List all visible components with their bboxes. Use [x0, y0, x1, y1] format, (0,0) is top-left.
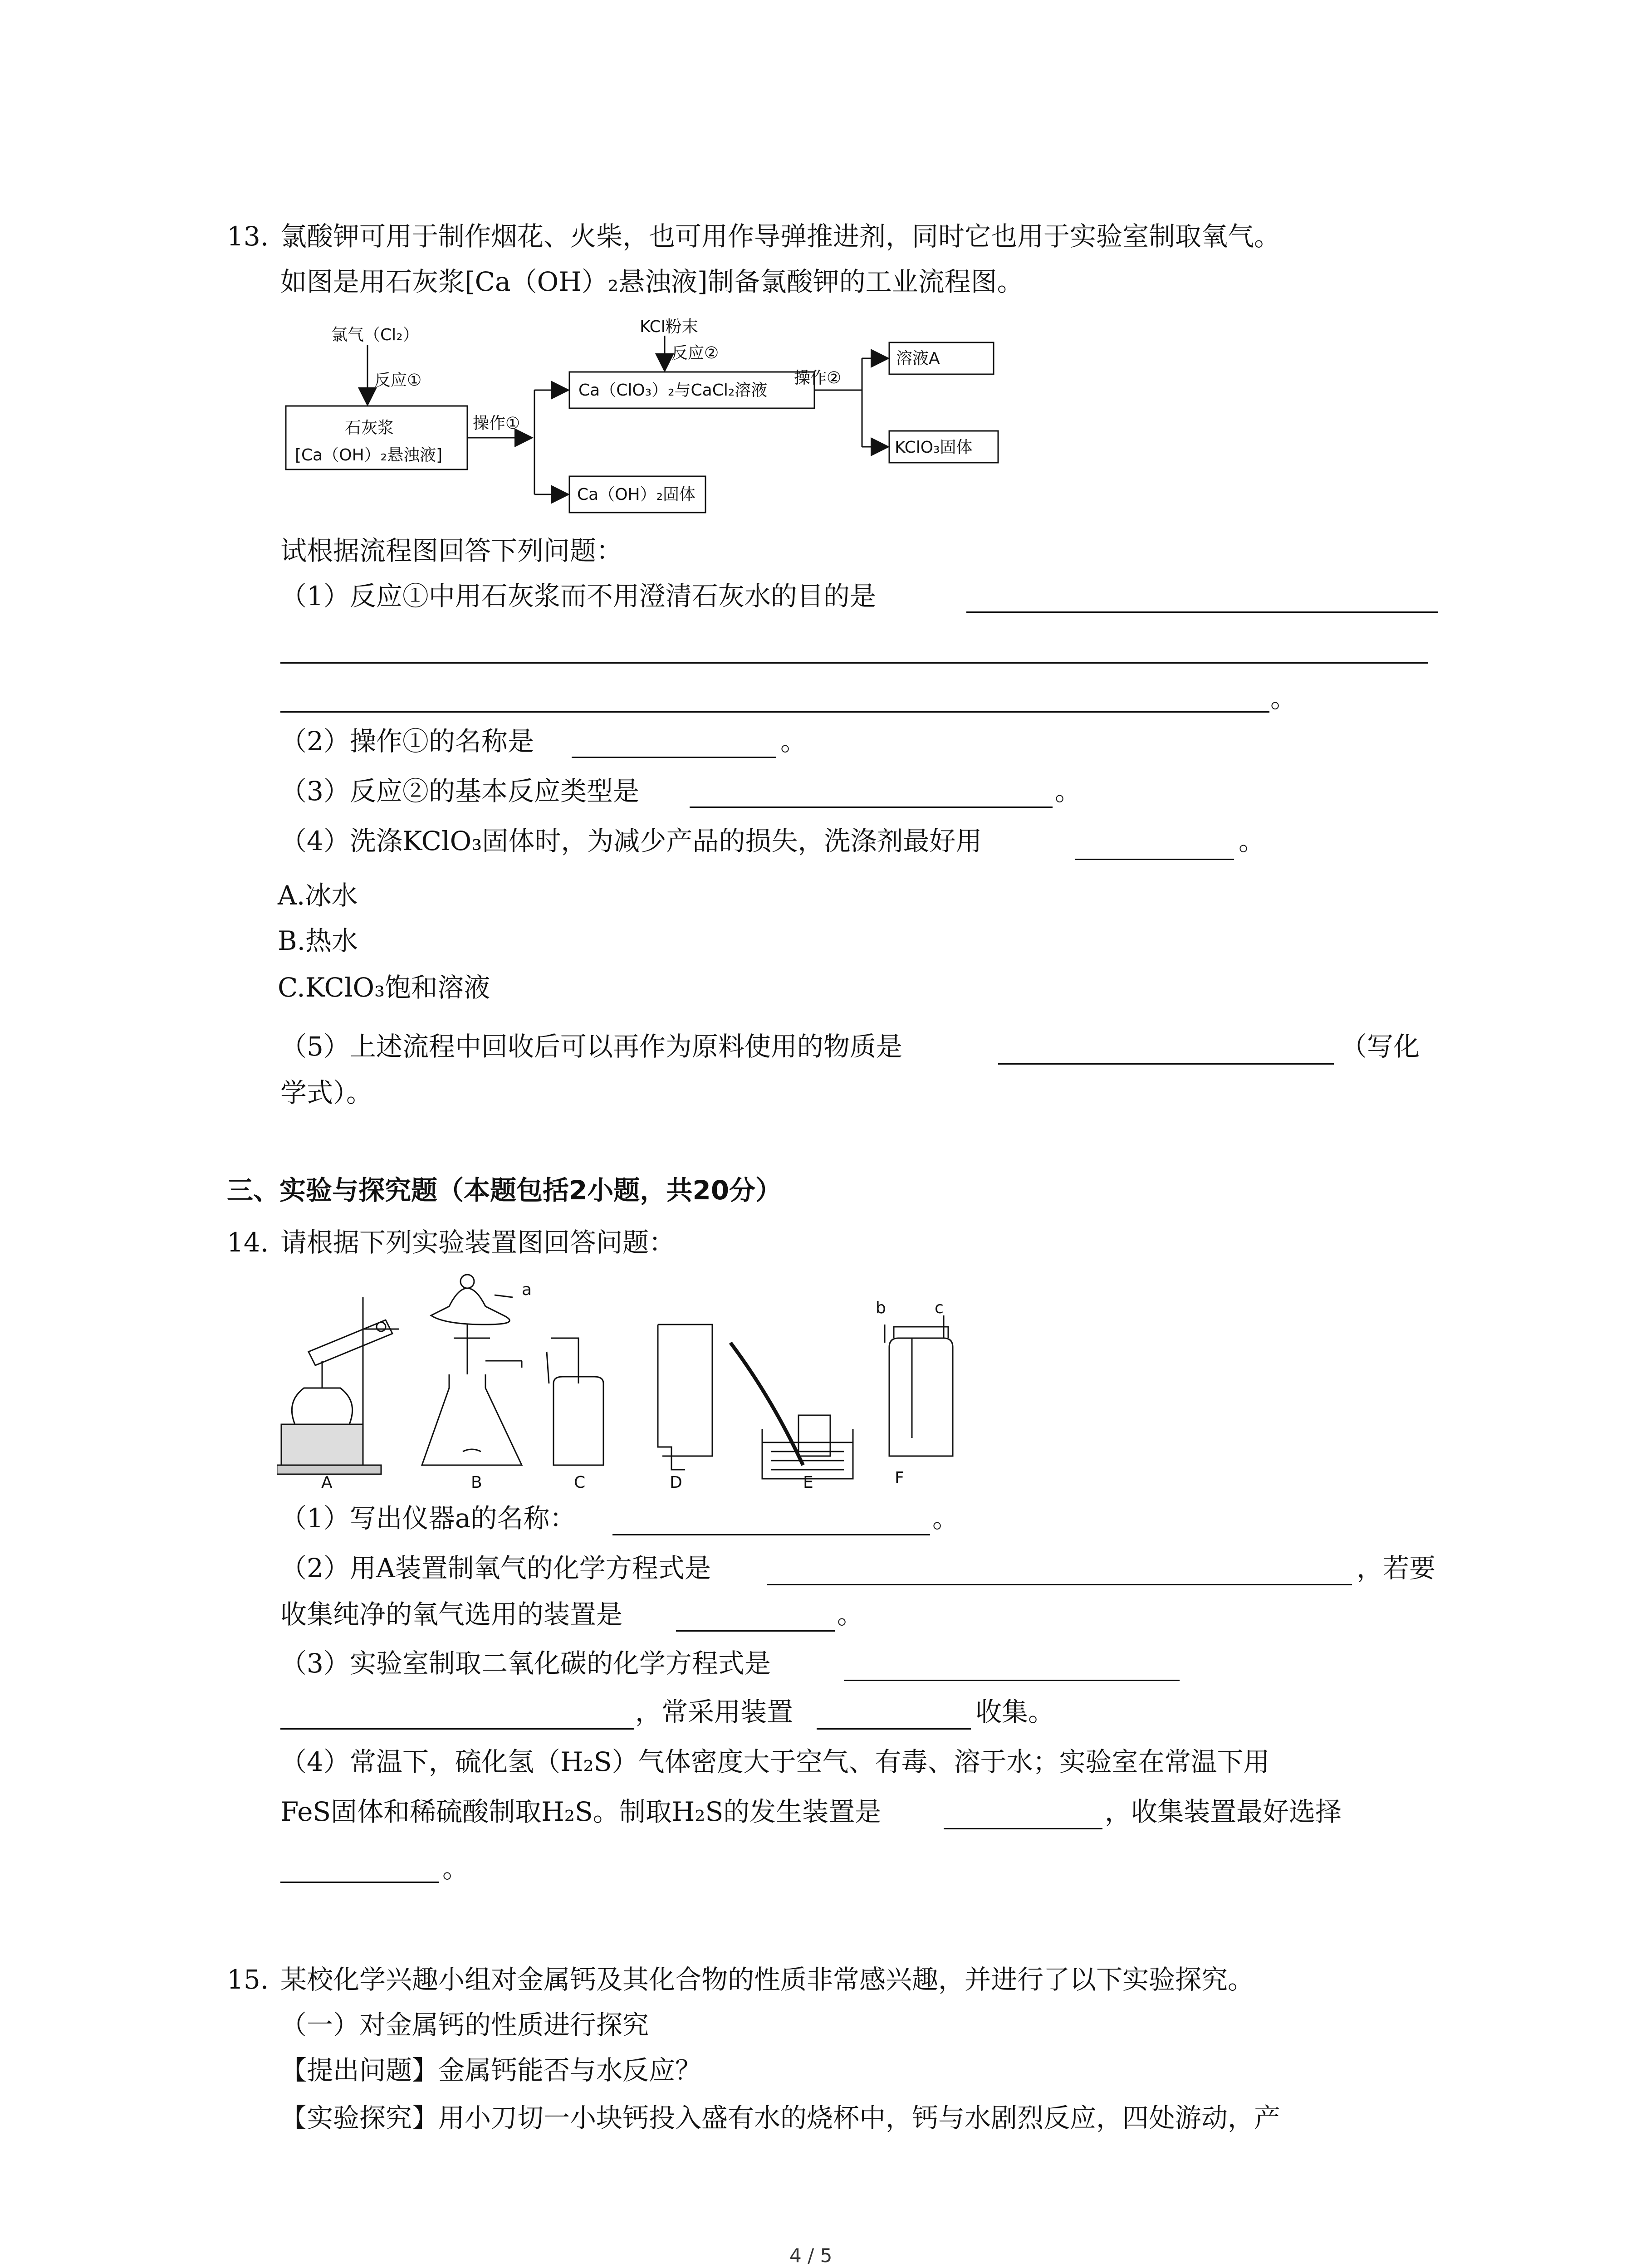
flow-slurry-2: [Ca（OH）₂悬浊液]: [295, 446, 443, 464]
apparatus-label-C: C: [574, 1473, 586, 1492]
q13-sub4-end: 。: [1239, 826, 1265, 856]
q14-sub2-blank-a[interactable]: [767, 1584, 1352, 1585]
flow-mix: Ca（ClO₃）₂与CaCl₂溶液: [578, 381, 768, 400]
flow-reaction2: 反应②: [671, 344, 719, 362]
q15-number: 15.: [227, 1964, 269, 1995]
q13-sub2-end: 。: [780, 726, 807, 757]
q13-sub5: （5）上述流程中回收后可以再作为原料使用的物质是: [280, 1031, 902, 1062]
q14-sub1: （1）写出仪器a的名称：: [280, 1503, 576, 1534]
q14-sub4-blank-a[interactable]: [944, 1828, 1102, 1829]
flow-slurry-1: 石灰浆: [345, 419, 394, 437]
q15-line1: 某校化学兴趣小组对金属钙及其化合物的性质非常感兴趣，并进行了以下实验探究。: [280, 1964, 1254, 1995]
q15-line3: 【提出问题】金属钙能否与水反应？: [280, 2055, 702, 2086]
flow-kclo3: KClO₃固体: [895, 438, 973, 457]
q13-option-c[interactable]: C.KClO₃饱和溶液: [278, 972, 490, 1003]
q14-sub2-blank-b[interactable]: [676, 1630, 835, 1632]
label-c: c: [935, 1299, 944, 1317]
q14-sub3-blank-b[interactable]: [280, 1728, 634, 1730]
q14-sub2-line2: 收集纯净的氧气选用的装置是: [280, 1599, 623, 1630]
q14-number: 14.: [227, 1227, 269, 1258]
flow-solid: Ca（OH）₂固体: [577, 485, 696, 504]
q13-sub5-line2: 学式）。: [280, 1077, 373, 1108]
q14-sub3-mid: ，常采用装置: [635, 1696, 794, 1727]
label-b: b: [876, 1299, 886, 1317]
q13-sub1: （1）反应①中用石灰浆而不用澄清石灰水的目的是: [280, 581, 876, 611]
q13-stem-line1: 氯酸钾可用于制作烟花、火柴，也可用作导弹推进剂，同时它也用于实验室制取氧气。: [280, 221, 1281, 252]
flow-op2: 操作②: [794, 369, 842, 387]
q13-sub1-blank-a[interactable]: [966, 611, 1438, 613]
q14-sub3-blank-a[interactable]: [844, 1680, 1180, 1681]
q14-sub3: （3）实验室制取二氧化碳的化学方程式是: [280, 1648, 771, 1679]
section-heading: 三、实验与探究题（本题包括2小题，共20分）: [227, 1175, 782, 1206]
q13-sub1-blank-c[interactable]: [280, 711, 1269, 713]
flow-op1: 操作①: [473, 414, 520, 433]
q13-sub1-end: 。: [1270, 683, 1297, 714]
q14-sub3-end: 收集。: [975, 1696, 1055, 1727]
q13-option-b[interactable]: B.热水: [278, 925, 358, 956]
q15-line4: 【实验探究】用小刀切一小块钙投入盛有水的烧杯中，钙与水剧烈反应，四处游动，产: [280, 2102, 1281, 2133]
label-a: a: [522, 1281, 532, 1299]
q14-sub4-line1: （4）常温下，硫化氢（H₂S）气体密度大于空气、有毒、溶于水；实验室在常温下用: [280, 1746, 1270, 1777]
q13-intro: 试根据流程图回答下列问题：: [280, 535, 623, 566]
q13-sub4: （4）洗涤KClO₃固体时，为减少产品的损失，洗涤剂最好用: [280, 826, 982, 856]
q14-sub2: （2）用A装置制氧气的化学方程式是: [280, 1553, 711, 1584]
flow-chart: [277, 318, 1025, 526]
apparatus-figure: [277, 1270, 971, 1497]
q13-sub2: （2）操作①的名称是: [280, 726, 534, 757]
q13-sub3-blank[interactable]: [690, 807, 1053, 808]
q14-sub1-end: 。: [932, 1503, 959, 1534]
q14-sub4-blank-b[interactable]: [280, 1882, 439, 1883]
q13-sub4-blank[interactable]: [1075, 859, 1234, 860]
q14-stem: 请根据下列实验装置图回答问题：: [280, 1227, 676, 1258]
q14-sub1-blank[interactable]: [612, 1534, 930, 1535]
q13-sub2-blank[interactable]: [572, 757, 776, 758]
flow-chlorine: 氯气（Cl₂）: [331, 326, 419, 344]
q13-sub3-end: 。: [1055, 776, 1082, 807]
flow-reaction1: 反应①: [374, 371, 422, 390]
q14-sub4-mid: ，收集装置最好选择: [1105, 1796, 1342, 1827]
q14-sub4-end: 。: [442, 1853, 469, 1884]
flow-kcl: KCl粉末: [640, 318, 698, 336]
apparatus-label-D: D: [670, 1473, 682, 1492]
q14-sub4-line2: FeS固体和稀硫酸制取H₂S。制取H₂S的发生装置是: [280, 1796, 882, 1827]
q14-sub3-blank-c[interactable]: [817, 1728, 971, 1730]
q15-line2: （一）对金属钙的性质进行探究: [280, 2009, 649, 2040]
page-number: 4 / 5: [789, 2244, 833, 2267]
apparatus-label-B: B: [471, 1473, 482, 1492]
q13-stem-line2: 如图是用石灰浆[Ca（OH）₂悬浊液]制备氯酸钾的工业流程图。: [280, 266, 1024, 297]
q13-sub5-tail: （写化: [1341, 1031, 1420, 1062]
flow-solution-a: 溶液A: [896, 349, 940, 368]
q14-sub2-end: 。: [837, 1599, 864, 1630]
apparatus-label-F: F: [895, 1469, 904, 1487]
q13-sub5-blank[interactable]: [998, 1063, 1334, 1065]
q13-option-a[interactable]: A.冰水: [278, 880, 358, 911]
q13-number: 13.: [227, 221, 269, 252]
apparatus-label-E: E: [803, 1473, 813, 1492]
apparatus-label-A: A: [321, 1473, 333, 1492]
q13-sub1-blank-b[interactable]: [280, 662, 1428, 664]
q13-sub3: （3）反应②的基本反应类型是: [280, 776, 639, 807]
q14-sub2-tail: ，若要: [1357, 1553, 1436, 1584]
